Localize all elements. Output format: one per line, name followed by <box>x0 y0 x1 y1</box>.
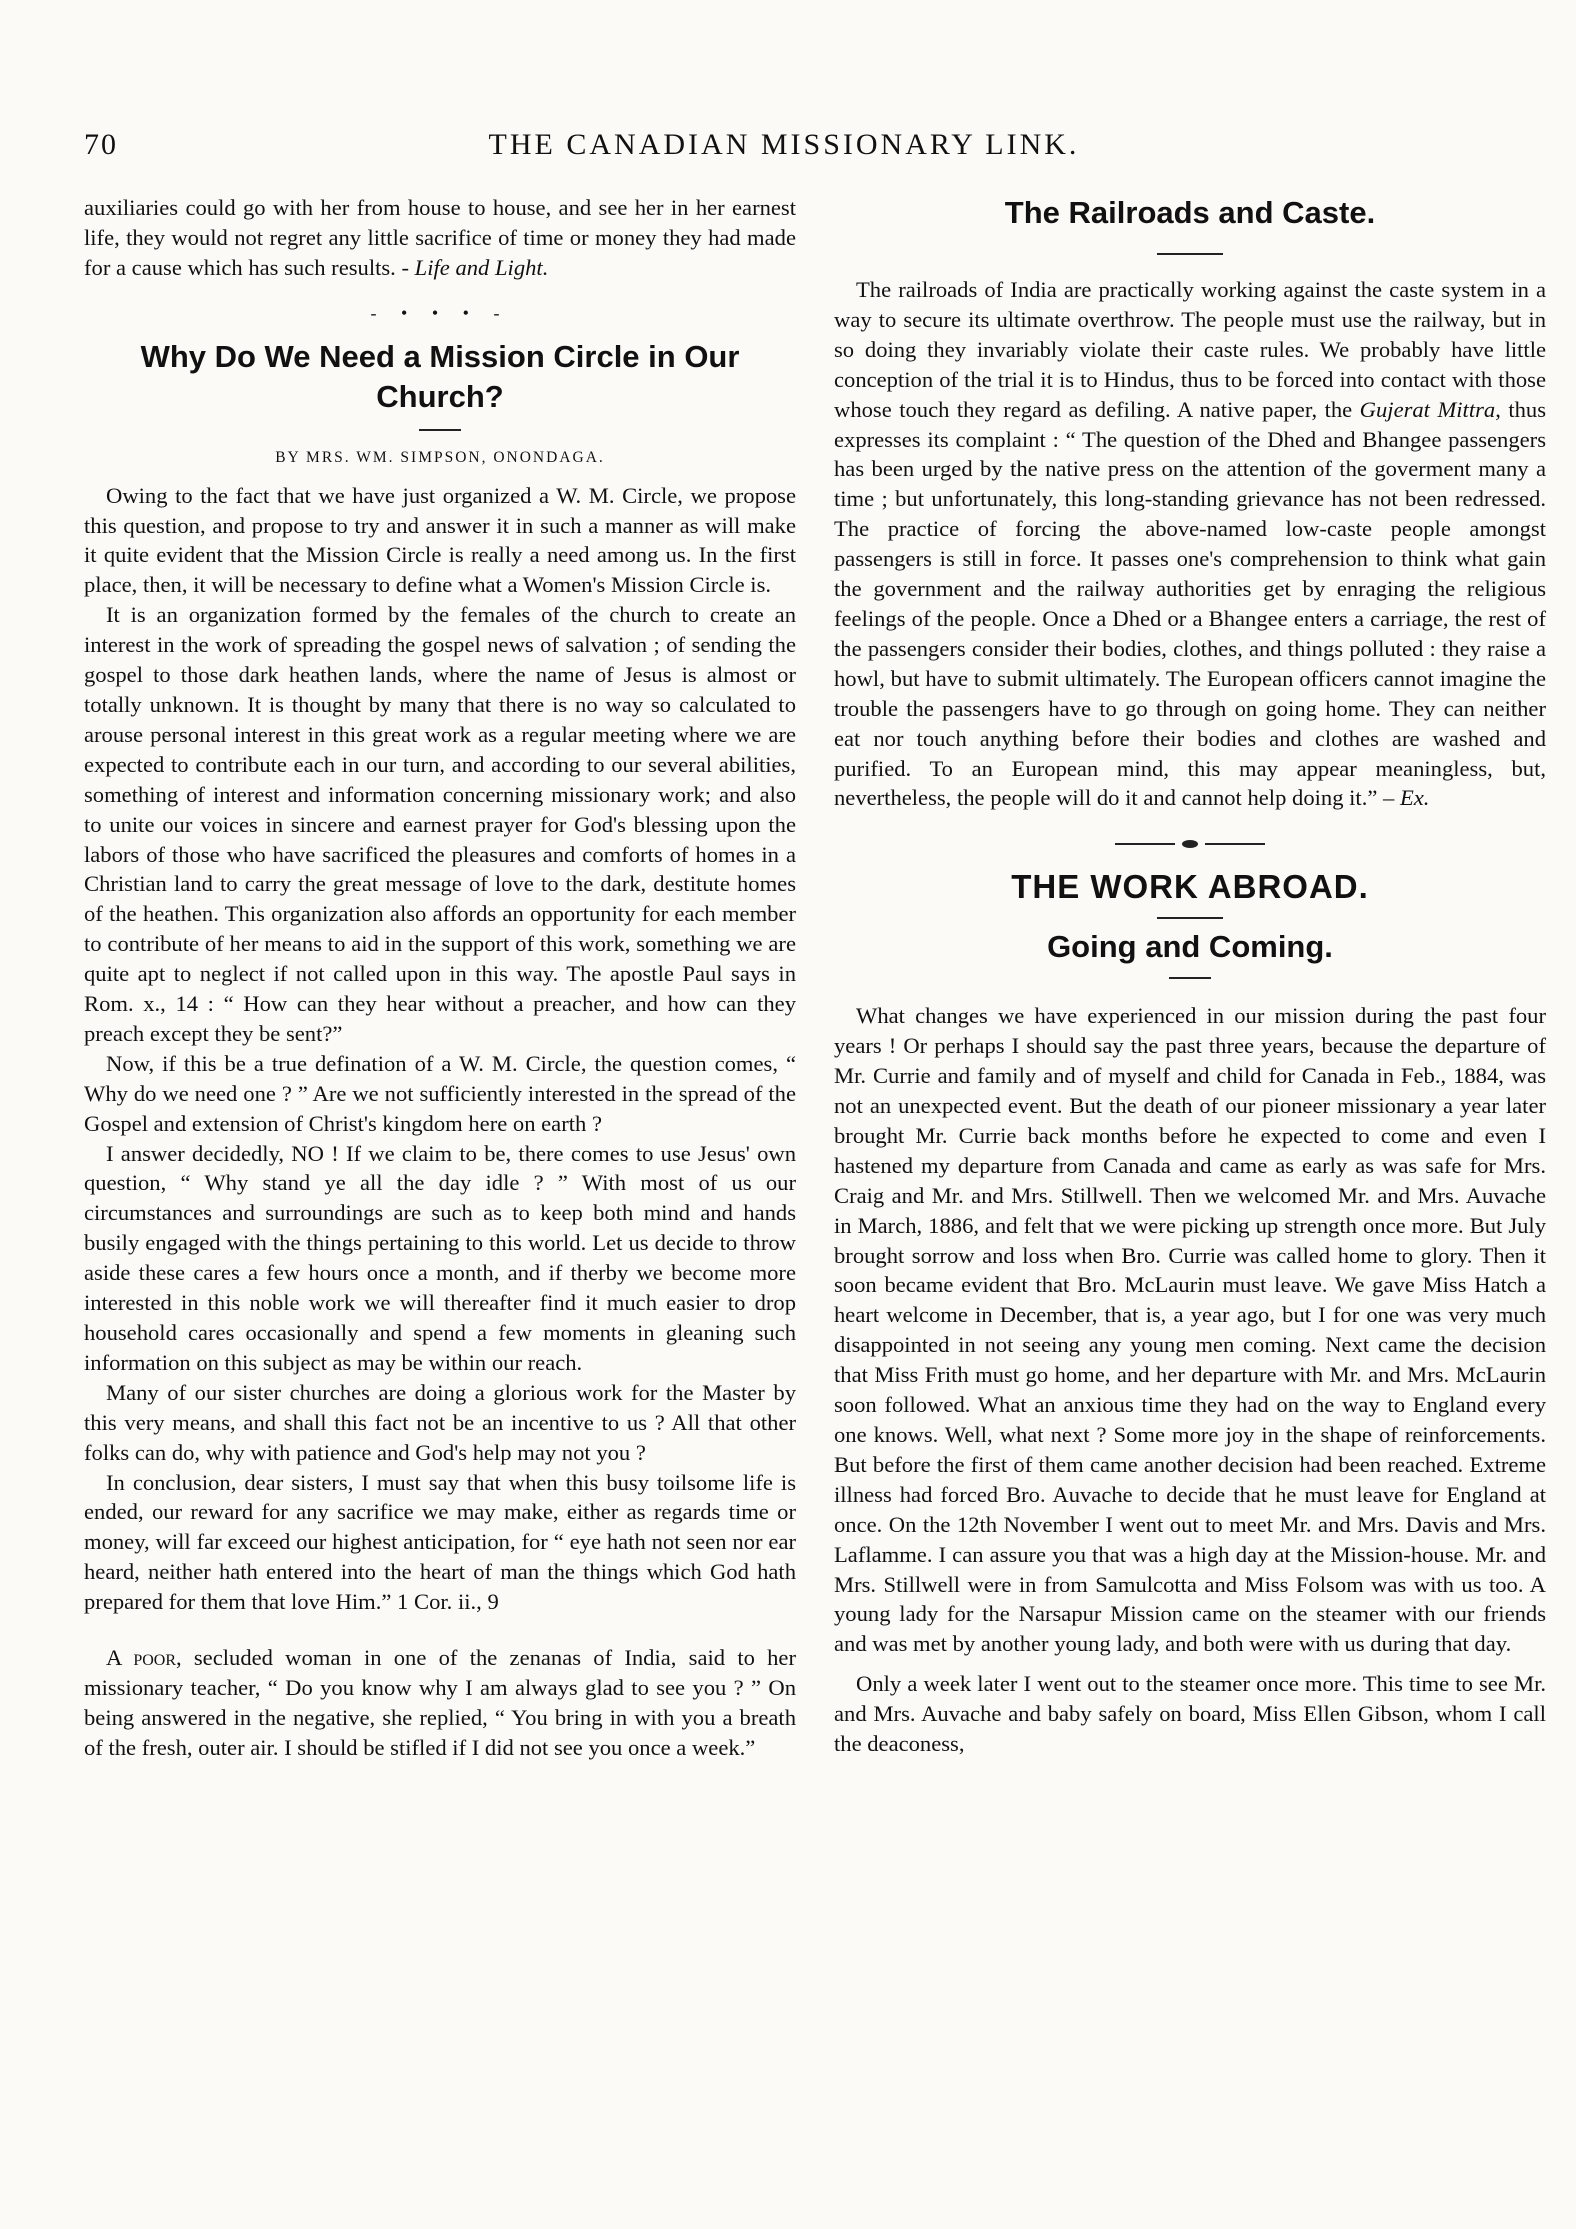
article-title: Why Do We Need a Mission Circle in Our Church? <box>140 338 740 414</box>
newspaper-name: Gujerat Mittra <box>1359 396 1496 422</box>
going-paragraph: Only a week later I went out to the steamer once more. This time to see Mr. and Mrs. Auvache and baby safely on board, Miss Ellen Gibson, whom I call the deaconess, <box>834 1671 1546 1757</box>
railroads-source: Ex. <box>1399 785 1430 811</box>
railroads-text-continued: , thus expresses its complaint : “ The question of the Dhed and Bhangee passengers has been urged by the native press on the attention of the goverment many a time ; but unfortunately, this long-standing grievance has not been redressed. The practice of forcing the above-named low-caste people amongst passengers is still in force. It passes one's comprehension to think what gain the government and the railway authorities get by enraging the religious feelings of the people. Once a Dhed or a Bhangee enters a carriage, the rest of the passengers consider their bodies, clothes, and things polluted : they raise a howl, but have to submit ultimately. The European officers cannot imagine the trouble the passengers have to go through on going home. They can neither eat nor touch anything before their bodies and clothes are washed and purified. To an European mind, this may appear meaningless, but, nevertheless, the people will do it and cannot help doing it.” – <box>834 396 1546 811</box>
anecdote-lead: A poor <box>106 1645 176 1671</box>
going-title: Going and Coming. <box>1047 929 1333 965</box>
going-paragraph: What changes we have experienced in our mission during the past four years ! Or perhaps I should say the past three years, because the departure of Mr. Currie and family and of myself and child for Canada in Feb., 1884, was not an unexpected event. But the death of our pioneer missionary a year later brought Mr. Currie back months before he expected to come and even I hastened my departure from Canada and came as early as was safe for Mrs. Craig and Mr. and Mrs. Stillwell. Then we welcomed Mr. and Mrs. Auvache in March, 1886, and felt that we were picking up strength once more. But July brought sorrow and loss when Bro. Currie was called home to glory. Then it soon became evident that Bro. McLaurin must leave. We gave Miss Hatch a heart welcome in December, that is, a year ago, but I for one was very much disappointed in not seeing any young men coming. Next came the decision that Miss Frith must go home, and her departure with Mr. and Mrs. McLaurin soon followed. What an anxious time they had on the way to England every one knows. Well, what next ? Some more joy in the shape of reinforcements. But before the first of them came another decision had been reached. Extreme illness had forced Bro. Auvache to decide that he must leave for England at once. On the 12th November I went out to meet Mr. and Mrs. Davis and Mrs. Laflamme. I can assure you that was a high day at the Mission-house. Mr. and Mrs. Stillwell were in from Samulcotta and Miss Folsom was with us too. A young lady for the Narsapur Mission came on the steamer with our friends and was met by another young lady, and both were with us during that day. <box>834 1003 1546 1657</box>
railroads-text: The railroads of India are practically working against the caste system in a way to secure its ultimate overthrow. The people must use the railway, but in so doing they invariably violate their caste rules. We probably have little conception of the trial it is to Hindus, thus to be forced into contact with those whose touch they regard as defiling. A native paper, the <box>834 277 1546 422</box>
article-paragraph: Many of our sister churches are doing a glorious work for the Master by this very means, and shall this fact not be an incentive to us ? All that other folks can do, why with patience and God's help may not you ? <box>84 1379 796 1465</box>
intro-paragraph <box>84 193 796 283</box>
intro-source: Life and Light. <box>414 254 549 280</box>
byline: BY MRS. WM. SIMPSON, ONONDAGA. <box>275 448 605 466</box>
article-paragraph: Now, if this be a true defination of a W. M. Circle, the question comes, “ Why do we need one ? ” Are we not sufficiently interested in the spread of the Gospel and extension of Christ's kingdom here on earth ? <box>84 1050 796 1136</box>
journal-title: THE CANADIAN MISSIONARY LINK. <box>488 128 1080 161</box>
section-title: THE WORK ABROAD. <box>1011 868 1369 906</box>
running-head <box>84 128 1484 168</box>
railroads-title: The Railroads and Caste. <box>1004 195 1376 230</box>
left-column <box>84 193 796 1763</box>
article-paragraph: In conclusion, dear sisters, I must say that when this busy toilsome life is ended, our reward for any sacrifice we may make, either as regards time or money, will far exceed our highest anticipation, for “ eye hath not seen nor ear heard, neither hath entered into the heart of man the things which God hath prepared for them that love Him.” 1 Cor. ii., 9 <box>84 1469 796 1615</box>
anecdote-paragraph <box>84 1643 796 1763</box>
intro-text: auxiliaries could go with her from house to house, and see her in her earnest life, they would not regret any little sacrifice of time or money they had made for a cause which has such results. - <box>84 195 796 280</box>
title-rule <box>419 429 461 431</box>
article-paragraph: It is an organization formed by the females of the church to create an interest in the work of spreading the gospel news of salvation ; of sending the gospel to those dark heathen lands, where the name of Jesus is almost or totally unknown. It is thought by many that there is no way so calculated to arouse personal interest in this great work as a regular meeting where we are expected to contribute each in our turn, and according to our several abilities, something of interest and information concerning missionary work; and also to unite our voices in sincere and earnest prayer for God's blessing upon the labors of those who have sacrificed the pleasures and comforts of homes in a Christian land to carry the great message of love to the dark, destitute homes of the heathen. This organization also affords an opportunity for each member to contribute of her means to aid in the support of this work, something we are quite apt to neglect if not called upon in this way. The apostle Paul says in Rom. x., 14 : “ How can they hear without a preacher, and how can they preach except they be sent?” <box>84 602 796 1046</box>
article-paragraph: Owing to the fact that we have just organized a W. M. Circle, we propose this question, and propose to try and answer it in such a manner as will make it quite evident that the Mission Circle is really a need among us. In the first place, then, it will be necessary to define what a Women's Mission Circle is. <box>84 482 796 598</box>
article-paragraph: I answer decidedly, NO ! If we claim to be, there comes to use Jesus' own question, “ Why stand ye all the day idle ? ” With most of us our circumstances and surroundings are such as to keep both mind and hands busily engaged with the things pertaining to this world. Let us decide to throw aside these cares a few hours once a month, and if therby we become more interested in this noble work we will thereafter find it much easier to drop household cares occasionally and spend a few moments in gleaning such information on this subject as may be within our reach. <box>84 1140 796 1375</box>
railroads-paragraph <box>834 275 1546 813</box>
anecdote-text: , secluded woman in one of the zenanas of India, said to her missionary teacher, “ Do you know why I am always glad to see you ? ” On being answered in the negative, she replied, “ You bring in with you a breath of the fresh, outer air. I should be stifled if I did not see you once a week.” <box>84 1645 796 1760</box>
section-divider <box>1115 837 1265 851</box>
page-number: 70 <box>84 128 118 161</box>
right-column <box>834 193 1546 1759</box>
separator-ornament: - • • • - <box>370 302 510 323</box>
